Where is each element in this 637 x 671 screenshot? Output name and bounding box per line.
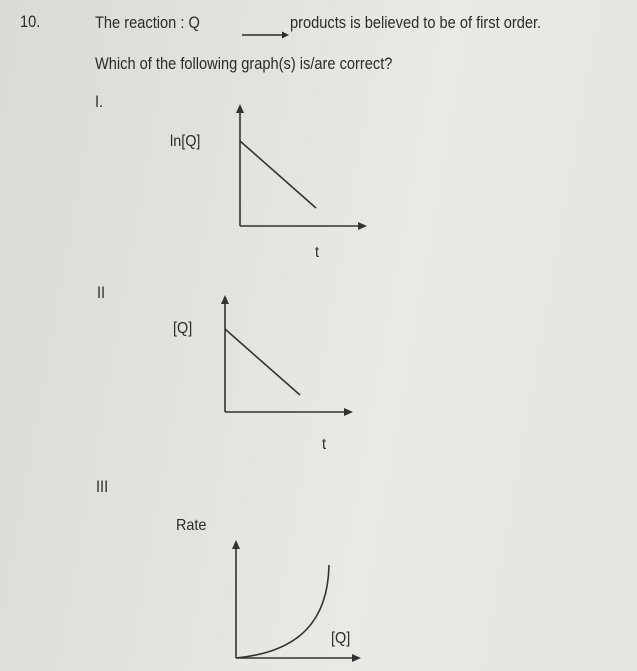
graph2-y-axis-label: [Q]	[173, 320, 193, 337]
graph3-y-axis-label: Rate	[176, 517, 207, 534]
graph1-x-axis-label: t	[315, 244, 320, 261]
reaction-products-text: products is believed to be of first order.	[290, 13, 542, 32]
option-label-3: III	[96, 477, 109, 496]
graph3-y-axis	[232, 540, 240, 658]
question-prompt: Which of the following graph(s) is/are correct?	[95, 54, 393, 73]
reaction-statement: The reaction : Q	[95, 13, 200, 32]
option-label-2: II	[97, 283, 106, 302]
graph1-y-axis-label: ln[Q]	[170, 133, 201, 150]
question-number: 10.	[20, 12, 41, 31]
option-label-1: I.	[95, 92, 104, 111]
graph3-plot-curve	[236, 565, 329, 658]
graph2-x-axis-label: t	[322, 436, 327, 453]
graph3-x-axis-label: [Q]	[331, 630, 351, 647]
